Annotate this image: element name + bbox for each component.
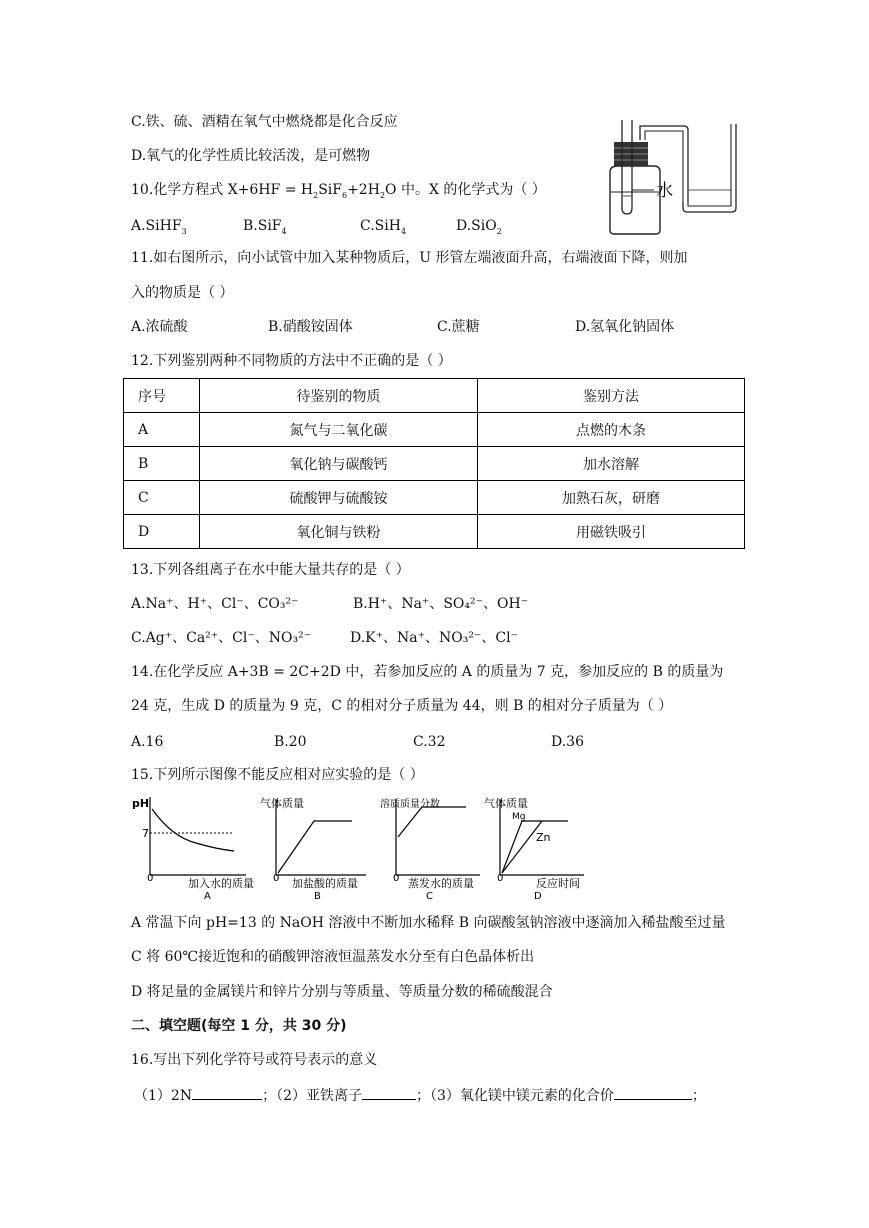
table-header-cell: 待鉴别的物质 (200, 379, 478, 413)
q10-option-b: B.SiF$_4$ (243, 218, 287, 236)
q10-option-c: C.SiH$_4$ (360, 218, 407, 236)
table-row (124, 413, 745, 447)
table-cell: 硫酸钾与硫酸铵 (200, 481, 478, 515)
graph-c-xlabel: 蒸发水的质量 (408, 877, 474, 890)
q14-option-d: D.36 (551, 734, 584, 750)
graph-d (484, 796, 584, 902)
graph-d-ylabel: 气体质量 (484, 797, 528, 810)
q13-option-d: D.K⁺、Na⁺、NO₃²⁻、Cl⁻ (350, 630, 518, 646)
graph-d-mg-label: Mg (512, 812, 526, 822)
table-row (124, 447, 745, 481)
graph-b-origin: 0 (273, 873, 280, 884)
q15-desc-line3: D 将足量的金属镁片和锌片分别与等质量、等质量分数的稀硫酸混合 (131, 984, 553, 1000)
graph-a-y-mark: 7 (142, 827, 149, 840)
q15-desc-line1: A 常温下向 pH=13 的 NaOH 溶液中不断加水稀释 B 向碳酸氢钠溶液中逐滴加入稀盐酸至过量 (131, 915, 726, 931)
table-cell: 加水溶解 (478, 447, 745, 481)
table-cell: C (124, 481, 200, 515)
graph-d-letter: D (534, 891, 542, 902)
q11-option-c: C.蔗糖 (437, 319, 480, 335)
table-cell: B (124, 447, 200, 481)
graph-d-origin: 0 (497, 873, 504, 884)
q16-stem: 16.写出下列化学符号或符号表示的意义 (131, 1052, 378, 1068)
graph-d-xlabel: 反应时间 (536, 877, 580, 890)
q10-option-a: A.SiHF$_3$ (131, 218, 187, 236)
graph-a-origin: 0 (147, 873, 154, 884)
q10-stem: 10.化学方程式 $X+6HF = H_2SiF_6+2H_2O$ 中。X 的化学式为（ ） (131, 182, 546, 200)
q11-stem-line2: 入的物质是（ ） (131, 285, 234, 301)
table-row (124, 481, 745, 515)
q11-option-a: A.浓硫酸 (131, 319, 188, 335)
q9-option-d: D.氧气的化学性质比较活泼，是可燃物 (131, 148, 371, 164)
q13-option-c: C.Ag⁺、Ca²⁺、Cl⁻、NO₃²⁻ (131, 630, 312, 646)
table-cell: 加熟石灰，研磨 (478, 481, 745, 515)
table-header-cell: 鉴别方法 (478, 379, 745, 413)
graph-b (260, 796, 366, 902)
water-label: 水 (656, 181, 673, 201)
q12-table (123, 378, 745, 549)
table-row (124, 515, 745, 549)
q14-stem-line2: 24 克，生成 D 的质量为 9 克，C 的相对分子质量为 44，则 B 的相对分子质量为（ ） (131, 698, 673, 714)
table-cell: 用磁铁吸引 (478, 515, 745, 549)
table-cell: D (124, 515, 200, 549)
q13-stem: 13.下列各组离子在水中能大量共存的是（ ） (131, 562, 410, 578)
table-cell: 氧化铜与铁粉 (200, 515, 478, 549)
q16-parts: （1）2N ；（2）亚铁离子 ；（3）氧化镁中镁元素的化合价 ； (134, 1085, 706, 1106)
q12-stem: 12.下列鉴别两种不同物质的方法中不正确的是（ ） (131, 353, 452, 369)
answer-blank-2[interactable] (362, 1085, 416, 1100)
graph-b-letter: B (314, 891, 321, 902)
graph-c-ylabel: 溶质质量分数 (380, 799, 440, 810)
table-header-cell: 序号 (124, 379, 200, 413)
q15-stem: 15.下列所示图像不能反应相对应实验的是（ ） (131, 767, 424, 783)
graph-c-letter: C (426, 891, 433, 902)
q9-option-c: C.铁、硫、酒精在氧气中燃烧都是化合反应 (131, 114, 398, 130)
q11-option-b: B.硝酸铵固体 (268, 319, 353, 335)
graph-c-origin: 0 (393, 873, 400, 884)
graph-a (132, 797, 254, 902)
table-cell: 氮气与二氧化碳 (200, 413, 478, 447)
q15-desc-line2: C 将 60℃接近饱和的硝酸钾溶液恒温蒸发水分至有白色晶体析出 (131, 949, 535, 965)
graph-a-letter: A (204, 891, 211, 902)
u-tube-apparatus-figure (596, 114, 744, 238)
graph-a-xlabel: 加入水的质量 (188, 877, 254, 890)
q13-option-a: A.Na⁺、H⁺、Cl⁻、CO₃²⁻ (131, 596, 299, 612)
table-cell: A (124, 413, 200, 447)
q14-option-b: B.20 (274, 734, 307, 750)
table-cell: 氧化钠与碳酸钙 (200, 447, 478, 481)
graph-b-ylabel: 气体质量 (260, 797, 304, 810)
q11-stem-line1: 11.如右图所示，向小试管中加入某种物质后，U 形管左端液面升高，右端液面下降，则加 (131, 250, 688, 266)
q11-option-d: D.氢氧化钠固体 (575, 319, 675, 335)
answer-blank-3[interactable] (614, 1085, 692, 1100)
table-header-row (124, 379, 745, 413)
q13-option-b: B.H⁺、Na⁺、SO₄²⁻、OH⁻ (353, 596, 529, 612)
q14-option-a: A.16 (131, 734, 164, 750)
q14-stem-line1: 14.在化学反应 A+3B = 2C+2D 中，若参加反应的 A 的质量为 7 克，参加反应的 B 的质量为 (131, 664, 724, 680)
section-title: 二、填空题(每空 1 分，共 30 分) (131, 1018, 347, 1034)
q10-option-d: D.SiO$_2$ (456, 218, 502, 236)
table-cell: 点燃的木条 (478, 413, 745, 447)
q15-graphs (128, 793, 598, 905)
graph-a-ylabel: pH (132, 797, 150, 810)
q14-option-c: C.32 (413, 734, 446, 750)
graph-d-zn-label: Zn (536, 831, 551, 844)
graph-b-xlabel: 加盐酸的质量 (292, 877, 358, 890)
graph-c (380, 797, 480, 902)
answer-blank-1[interactable] (192, 1085, 262, 1100)
